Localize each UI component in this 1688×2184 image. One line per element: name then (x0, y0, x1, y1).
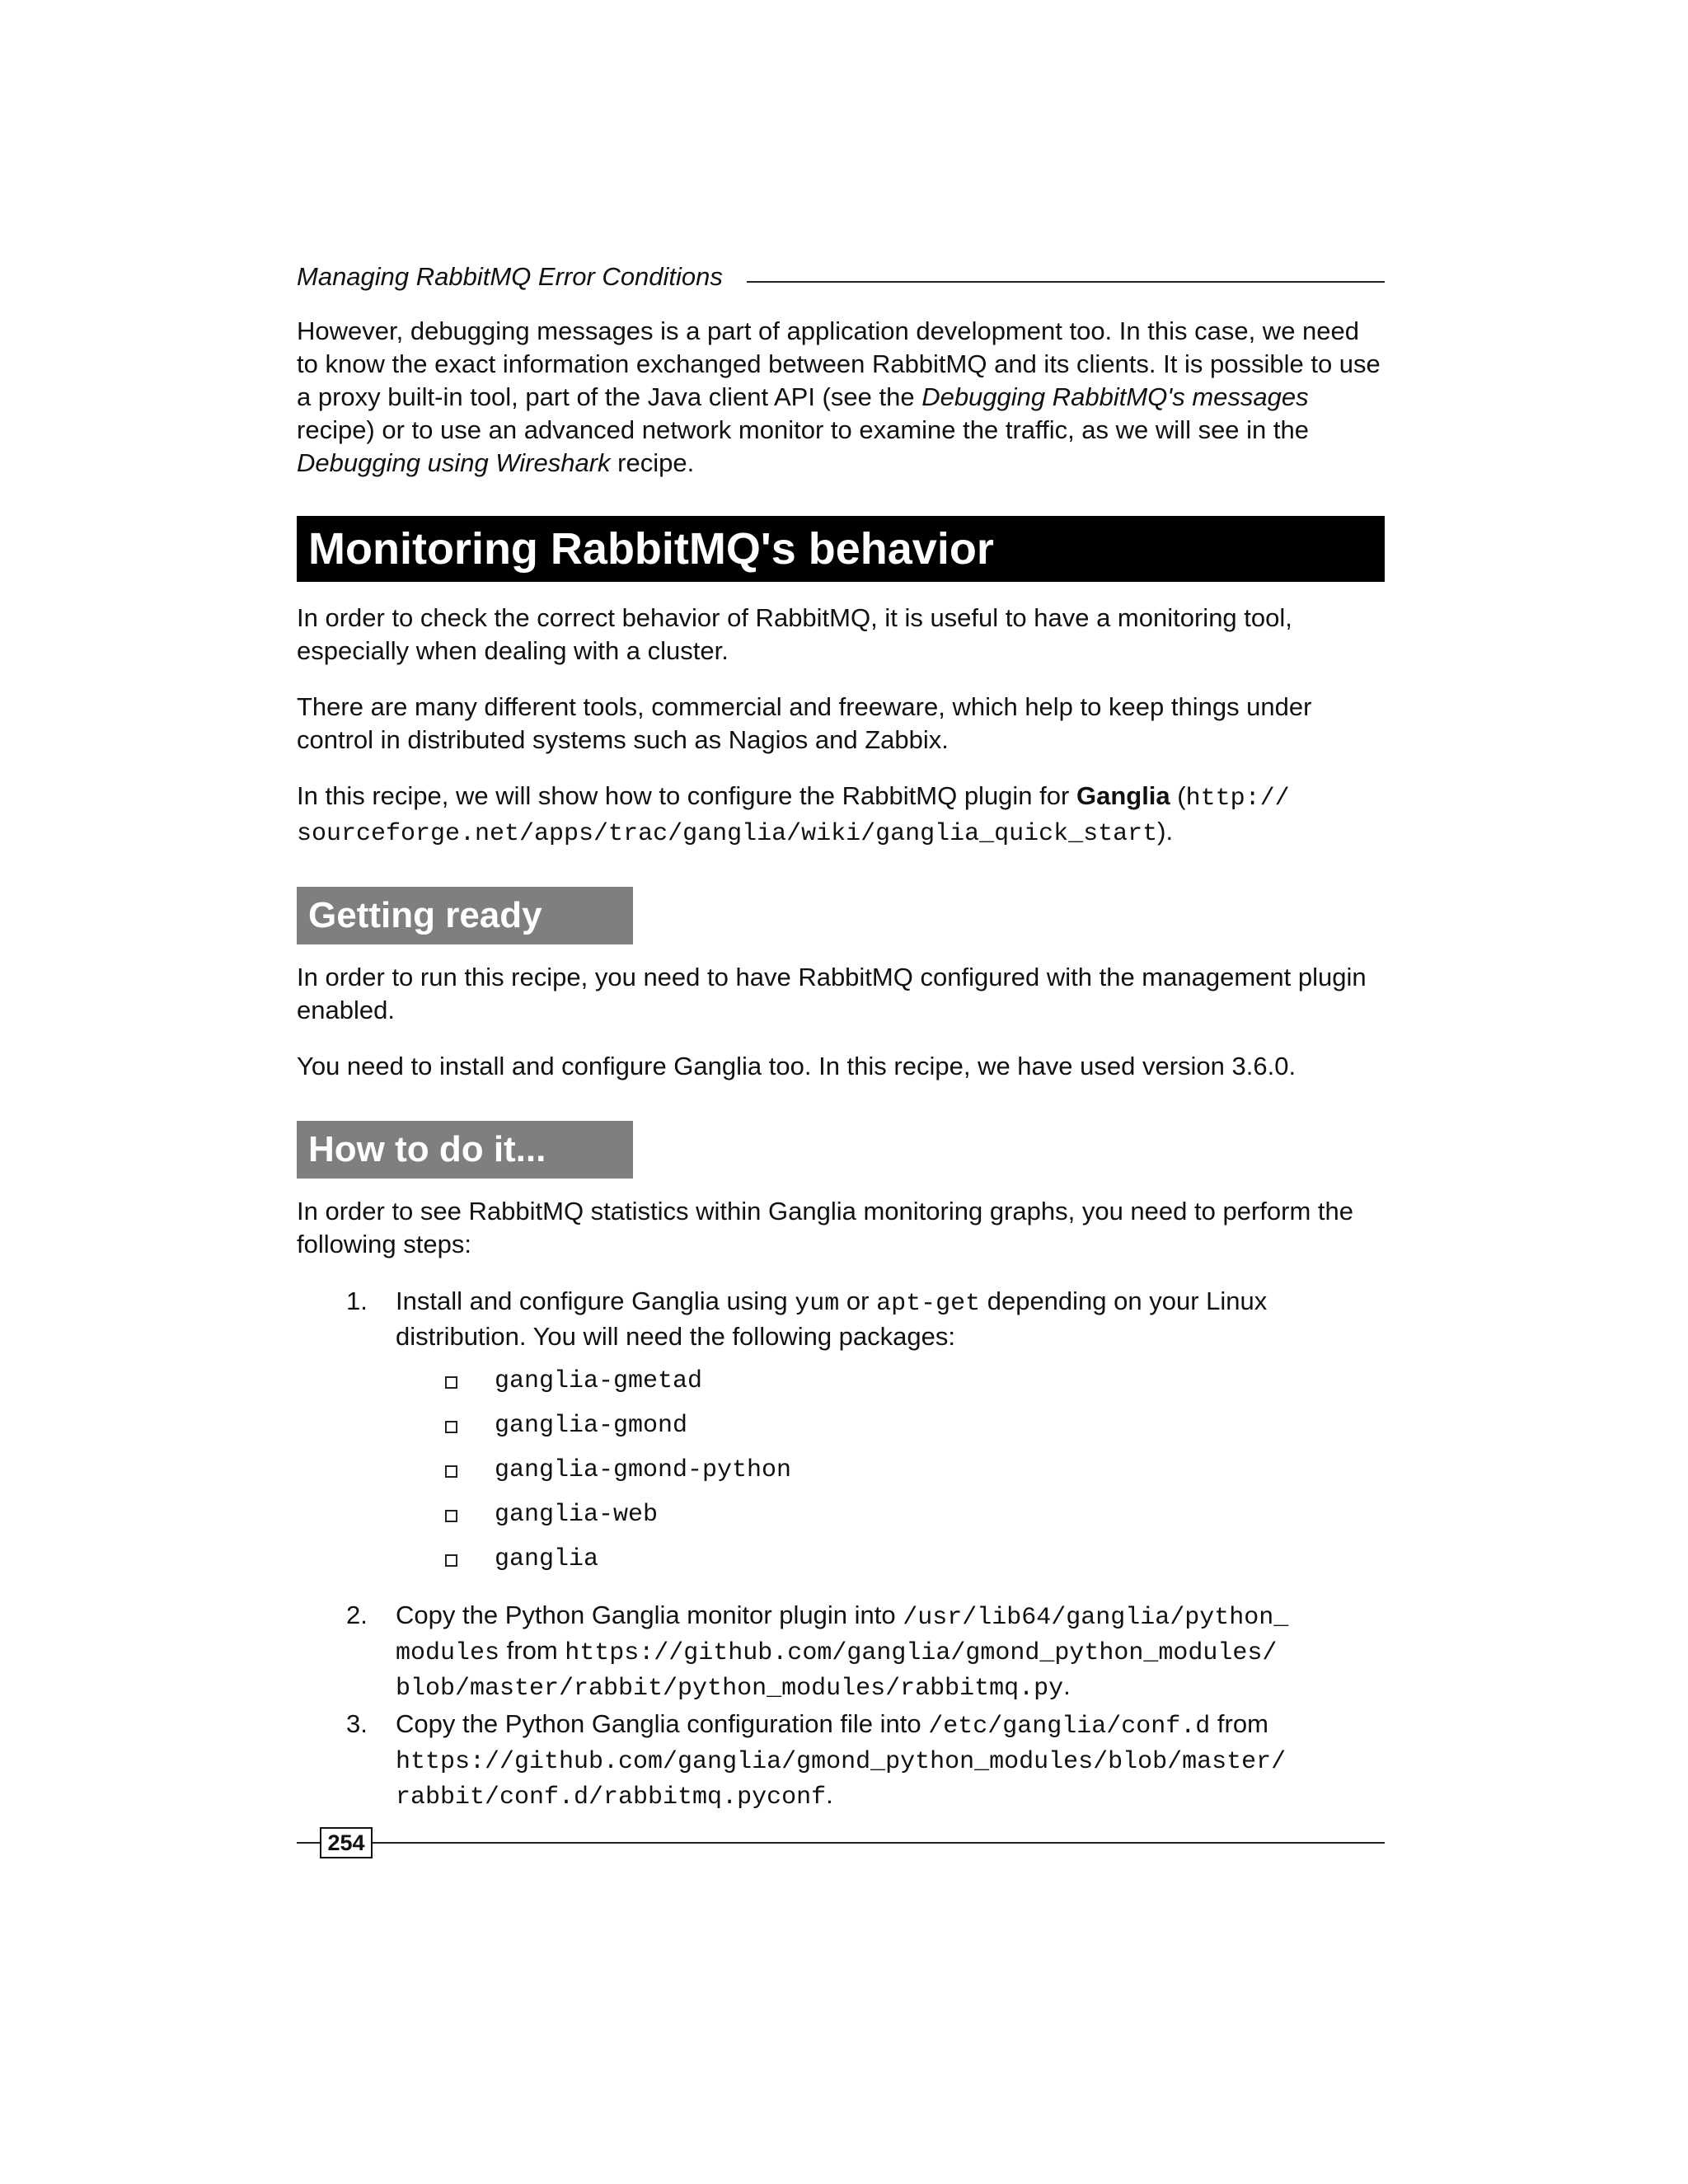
pyconf-url-part-1: https://github.com/ganglia/gmond_python_modules/blob/master/ (396, 1748, 1287, 1776)
square-bullet-icon (445, 1376, 457, 1389)
intro-text-3: recipe. (610, 448, 695, 477)
step-2-number: 2. (346, 1601, 368, 1629)
section-paragraph-1: In order to check the correct behavior of RabbitMQ, it is useful to have a monitoring tool, especially when dealing with a cluster. (297, 603, 1292, 665)
step-1-number: 1. (346, 1286, 368, 1315)
section-heading-bar (297, 516, 1385, 582)
plugin-url-part-2: blob/master/rabbit/python_modules/rabbitmq.py (396, 1675, 1064, 1703)
intro-text-2: recipe) or to use an advanced network monitor to examine the traffic, as we will see in the (297, 415, 1309, 444)
footer-rule (297, 1842, 1385, 1844)
square-bullet-icon (445, 1510, 457, 1522)
section-paragraph-2: There are many different tools, commercial and freeware, which help to keep things under control in distributed systems such as Nagios and Zabbix. (297, 692, 1312, 754)
getting-ready-paragraph-1: In order to run this recipe, you need to have RabbitMQ configured with the management plugin enabled. (297, 963, 1367, 1024)
getting-ready-heading-bar (297, 887, 633, 944)
conf-d-path: /etc/ganglia/conf.d (928, 1713, 1211, 1741)
intro-ref-wireshark: Debugging using Wireshark (297, 448, 611, 477)
ganglia-url-part-2: sourceforge.net/apps/trac/ganglia/wiki/ganglia_quick_start (297, 820, 1158, 848)
package-item: ganglia (445, 1543, 1269, 1576)
package-item: ganglia-gmond-python (445, 1454, 1269, 1487)
running-header (297, 260, 1385, 293)
step-3-number: 3. (346, 1709, 368, 1738)
square-bullet-icon (445, 1554, 457, 1567)
page-footer (297, 1826, 1385, 1859)
section-title: Monitoring RabbitMQ's behavior (308, 524, 994, 574)
intro-text-1: However, debugging messages is a part of application development too. In this case, we need to know the exact information exchanged between RabbitMQ and its clients. It is possible to use a proxy built-in tool, part of the Java client API (see the (297, 316, 1381, 411)
package-item: ganglia-gmetad (445, 1365, 1269, 1398)
intro-paragraph (297, 315, 1385, 480)
section-paragraph-3: In this recipe, we will show how to configure the RabbitMQ plugin for Ganglia (http:// sourceforge.net/apps/trac/ganglia/wiki/ganglia_quick_start). (297, 781, 1290, 848)
page-number: 254 (320, 1827, 373, 1858)
apt-get-code: apt-get (876, 1290, 981, 1318)
plugin-url-part-1: https://github.com/ganglia/gmond_python_modules/ (565, 1639, 1278, 1667)
python-modules-path-part-1: /usr/lib64/ganglia/python_ (903, 1604, 1289, 1632)
ganglia-url-part-1: http:// (1185, 785, 1290, 813)
how-to-intro: In order to see RabbitMQ statistics within Ganglia monitoring graphs, you need to perform the following steps: (297, 1197, 1353, 1258)
how-to-heading-bar (297, 1121, 633, 1179)
running-header-title: Managing RabbitMQ Error Conditions (297, 262, 723, 291)
ganglia-term: Ganglia (1076, 781, 1170, 810)
square-bullet-icon (445, 1421, 457, 1433)
square-bullet-icon (445, 1465, 457, 1478)
header-rule (747, 281, 1385, 283)
getting-ready-title: Getting ready (308, 895, 542, 935)
package-item: ganglia-gmond (445, 1409, 1269, 1442)
yum-code: yum (795, 1290, 840, 1318)
python-modules-path-part-2: modules (396, 1639, 500, 1667)
how-to-title: How to do it... (308, 1129, 546, 1169)
pyconf-url-part-2: rabbit/conf.d/rabbitmq.pyconf (396, 1783, 827, 1811)
intro-ref-debugging-messages: Debugging RabbitMQ's messages (921, 382, 1309, 411)
package-item: ganglia-web (445, 1498, 1269, 1531)
getting-ready-paragraph-2: You need to install and configure Ganglia too. In this recipe, we have used version 3.6.0. (297, 1052, 1296, 1080)
